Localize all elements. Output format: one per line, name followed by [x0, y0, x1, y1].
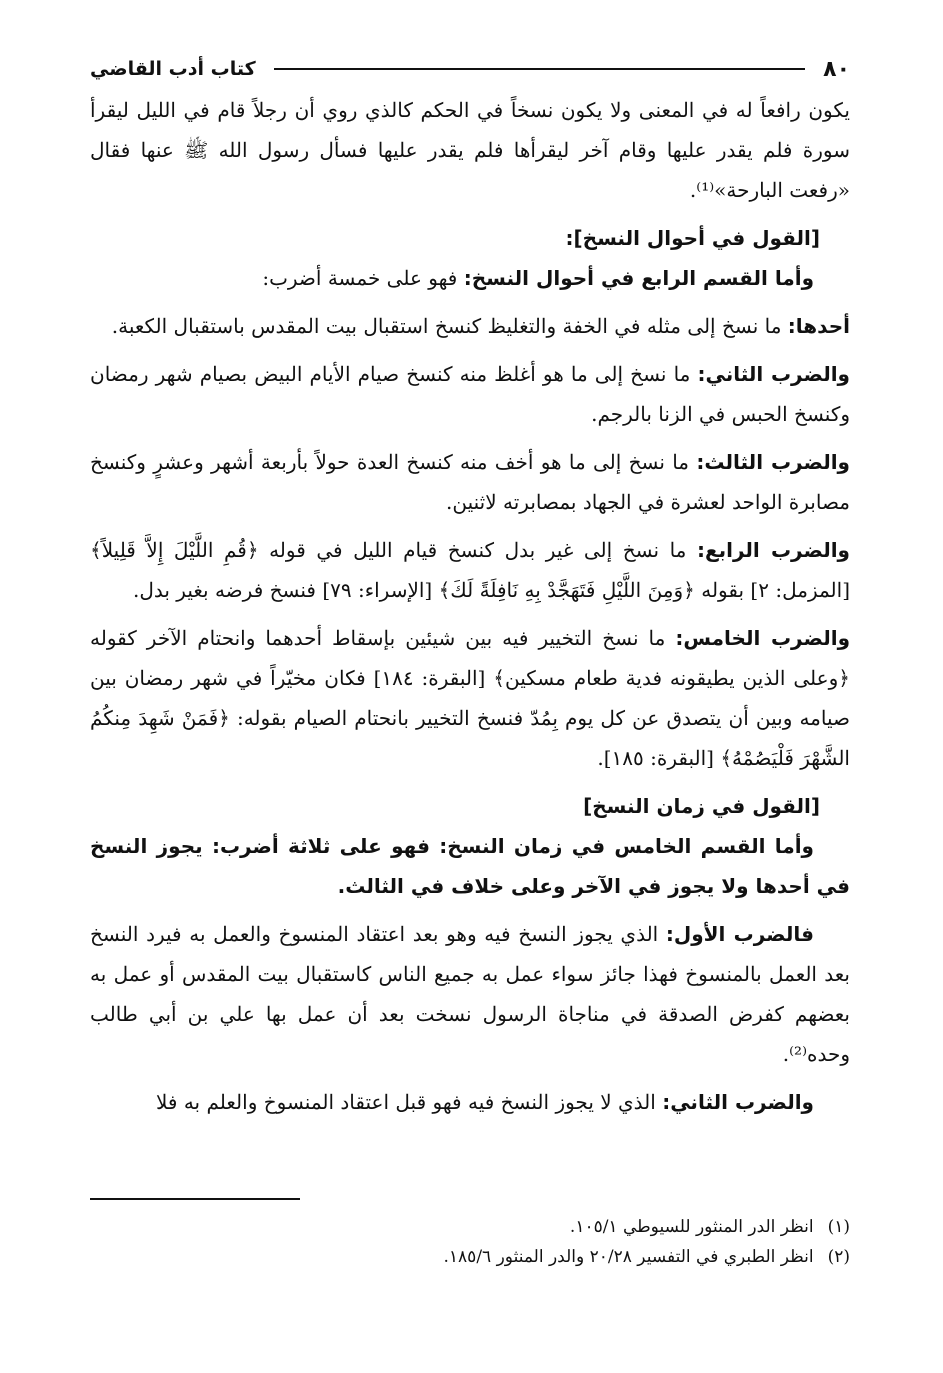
paragraph-lead: والضرب الثاني:: [662, 1090, 814, 1114]
paragraph-lead: والضرب الرابع:: [696, 538, 850, 562]
paragraph-body: الذي لا يجوز النسخ فيه فهو قبل اعتقاد المنسوخ والعلم به فلا: [155, 1090, 663, 1114]
footnote-number: (٢): [827, 1247, 850, 1267]
paragraph-body: الذي يجوز النسخ فيه وهو بعد اعتقاد المنسوخ والعمل به فيرد النسخ بعد العمل بالمنسوخ فهذا جائز سواء عمل به جميع الناس كاستقبال بيت المقدس أو عمل به بعضهم كفرض الصدقة في مناجاة الرسول نسخت بعد أن عمل بها علي بن أبي طالب وحده⁽²⁾.: [90, 922, 850, 1066]
paragraph-type-1: [90, 306, 850, 346]
book-title: كتاب أدب القاضي: [90, 58, 256, 80]
paragraph-lead: والضرب الثاني:: [697, 362, 850, 386]
paragraph-body: ما نسخ التخيير فيه بين شيئين بإسقاط أحدهما وانحتام الآخر كقوله ﴿وعلى الذين يطيقونه فدية طعام مسكين﴾ [البقرة: ١٨٤] فكان مخيّراً في شهر رمضان بين صيامه وبين أن يتصدق عن كل يوم بِمُدّ فنسخ التخيير بانحتام الصيام بقوله: ﴿فَمَنْ شَهِدَ مِنكُمُ الشَّهْرَ فَلْيَصُمْهُ﴾ [البقرة: ١٨٥].: [90, 626, 850, 770]
paragraph-lead: والضرب الثالث:: [696, 450, 850, 474]
footnote-item: [90, 1212, 850, 1242]
paragraph-lead: أحدها:: [787, 314, 850, 338]
paragraph-body: فهو على خمسة أضرب:: [262, 266, 464, 290]
paragraph-lead: وأما القسم الرابع في أحوال النسخ:: [463, 266, 814, 290]
running-header: [90, 48, 850, 90]
footnotes: [90, 1198, 850, 1272]
paragraph-fourth-division: [90, 258, 850, 298]
paragraph-continuation: يكون رافعاً له في المعنى ولا يكون نسخاً في الحكم كالذي روي أن رجلاً قام في الليل ليقرأ سورة فلم يقدر عليها وقام آخر ليقرأها فلم يقدر عليها فسأل رسول الله ﷺ عنها فقال «رفعت البارحة»⁽¹⁾.: [90, 98, 850, 202]
paragraph-body: ما نسخ إلى ما هو أخف منه كنسخ العدة حولاً بأربعة أشهر وعشرٍ وكنسخ مصابرة الواحد لعشرة في الجهاد بمصابرته لاثنين.: [90, 450, 850, 514]
section-heading-abrogation-time: [القول في زمان النسخ]: [583, 794, 820, 818]
paragraph-lead: والضرب الخامس:: [675, 626, 851, 650]
main-text: [90, 90, 850, 1122]
paragraph-time-type-1: [90, 914, 850, 1074]
paragraph-type-3: [90, 442, 850, 522]
paragraph-type-4: [90, 530, 850, 610]
paragraph-type-2: [90, 354, 850, 434]
paragraph-body: ما نسخ إلى ما هو أغلظ منه كنسخ صيام الأيام البيض بصيام شهر رمضان وكنسخ الحبس في الزنا بالرجم.: [90, 362, 850, 426]
paragraph-fifth-division: وأما القسم الخامس في زمان النسخ: فهو على ثلاثة أضرب: يجوز النسخ في أحدها ولا يجوز في الآخر وعلى خلاف في الثالث.: [90, 834, 850, 898]
paragraph-body: ما نسخ إلى غير بدل كنسخ قيام الليل في قوله ﴿قُمِ اللَّيْلَ إِلاَّ قَلِيلاً﴾ [المزمل: ٢] بقوله ﴿وَمِنَ اللَّيْلِ فَتَهَجَّدْ بِهِ نَافِلَةً لَكَ﴾ [الإسراء: ٧٩] فنسخ فرضه بغير بدل.: [90, 538, 850, 602]
page: [90, 48, 850, 1130]
header-rule: [274, 68, 805, 70]
footnote-text: انظر الطبري في التفسير ٢٠/٢٨ والدر المنثور ١٨٥/٦.: [443, 1247, 814, 1267]
paragraph-body: ما نسخ إلى مثله في الخفة والتغليظ كنسخ استقبال بيت المقدس باستقبال الكعبة.: [111, 314, 788, 338]
paragraph-type-5: [90, 618, 850, 778]
footnote-text: انظر الدر المنثور للسيوطي ١٠٥/١.: [569, 1217, 814, 1237]
footnote-number: (١): [827, 1217, 850, 1237]
page-number: ٨٠: [823, 56, 850, 82]
paragraph-lead: فالضرب الأول:: [665, 922, 814, 946]
footnote-rule: [90, 1198, 300, 1200]
paragraph-time-type-2: [90, 1082, 850, 1122]
footnote-item: [90, 1242, 850, 1272]
section-heading-abrogation-states: [القول في أحوال النسخ]:: [565, 226, 820, 250]
footnote-list: [90, 1198, 850, 1272]
